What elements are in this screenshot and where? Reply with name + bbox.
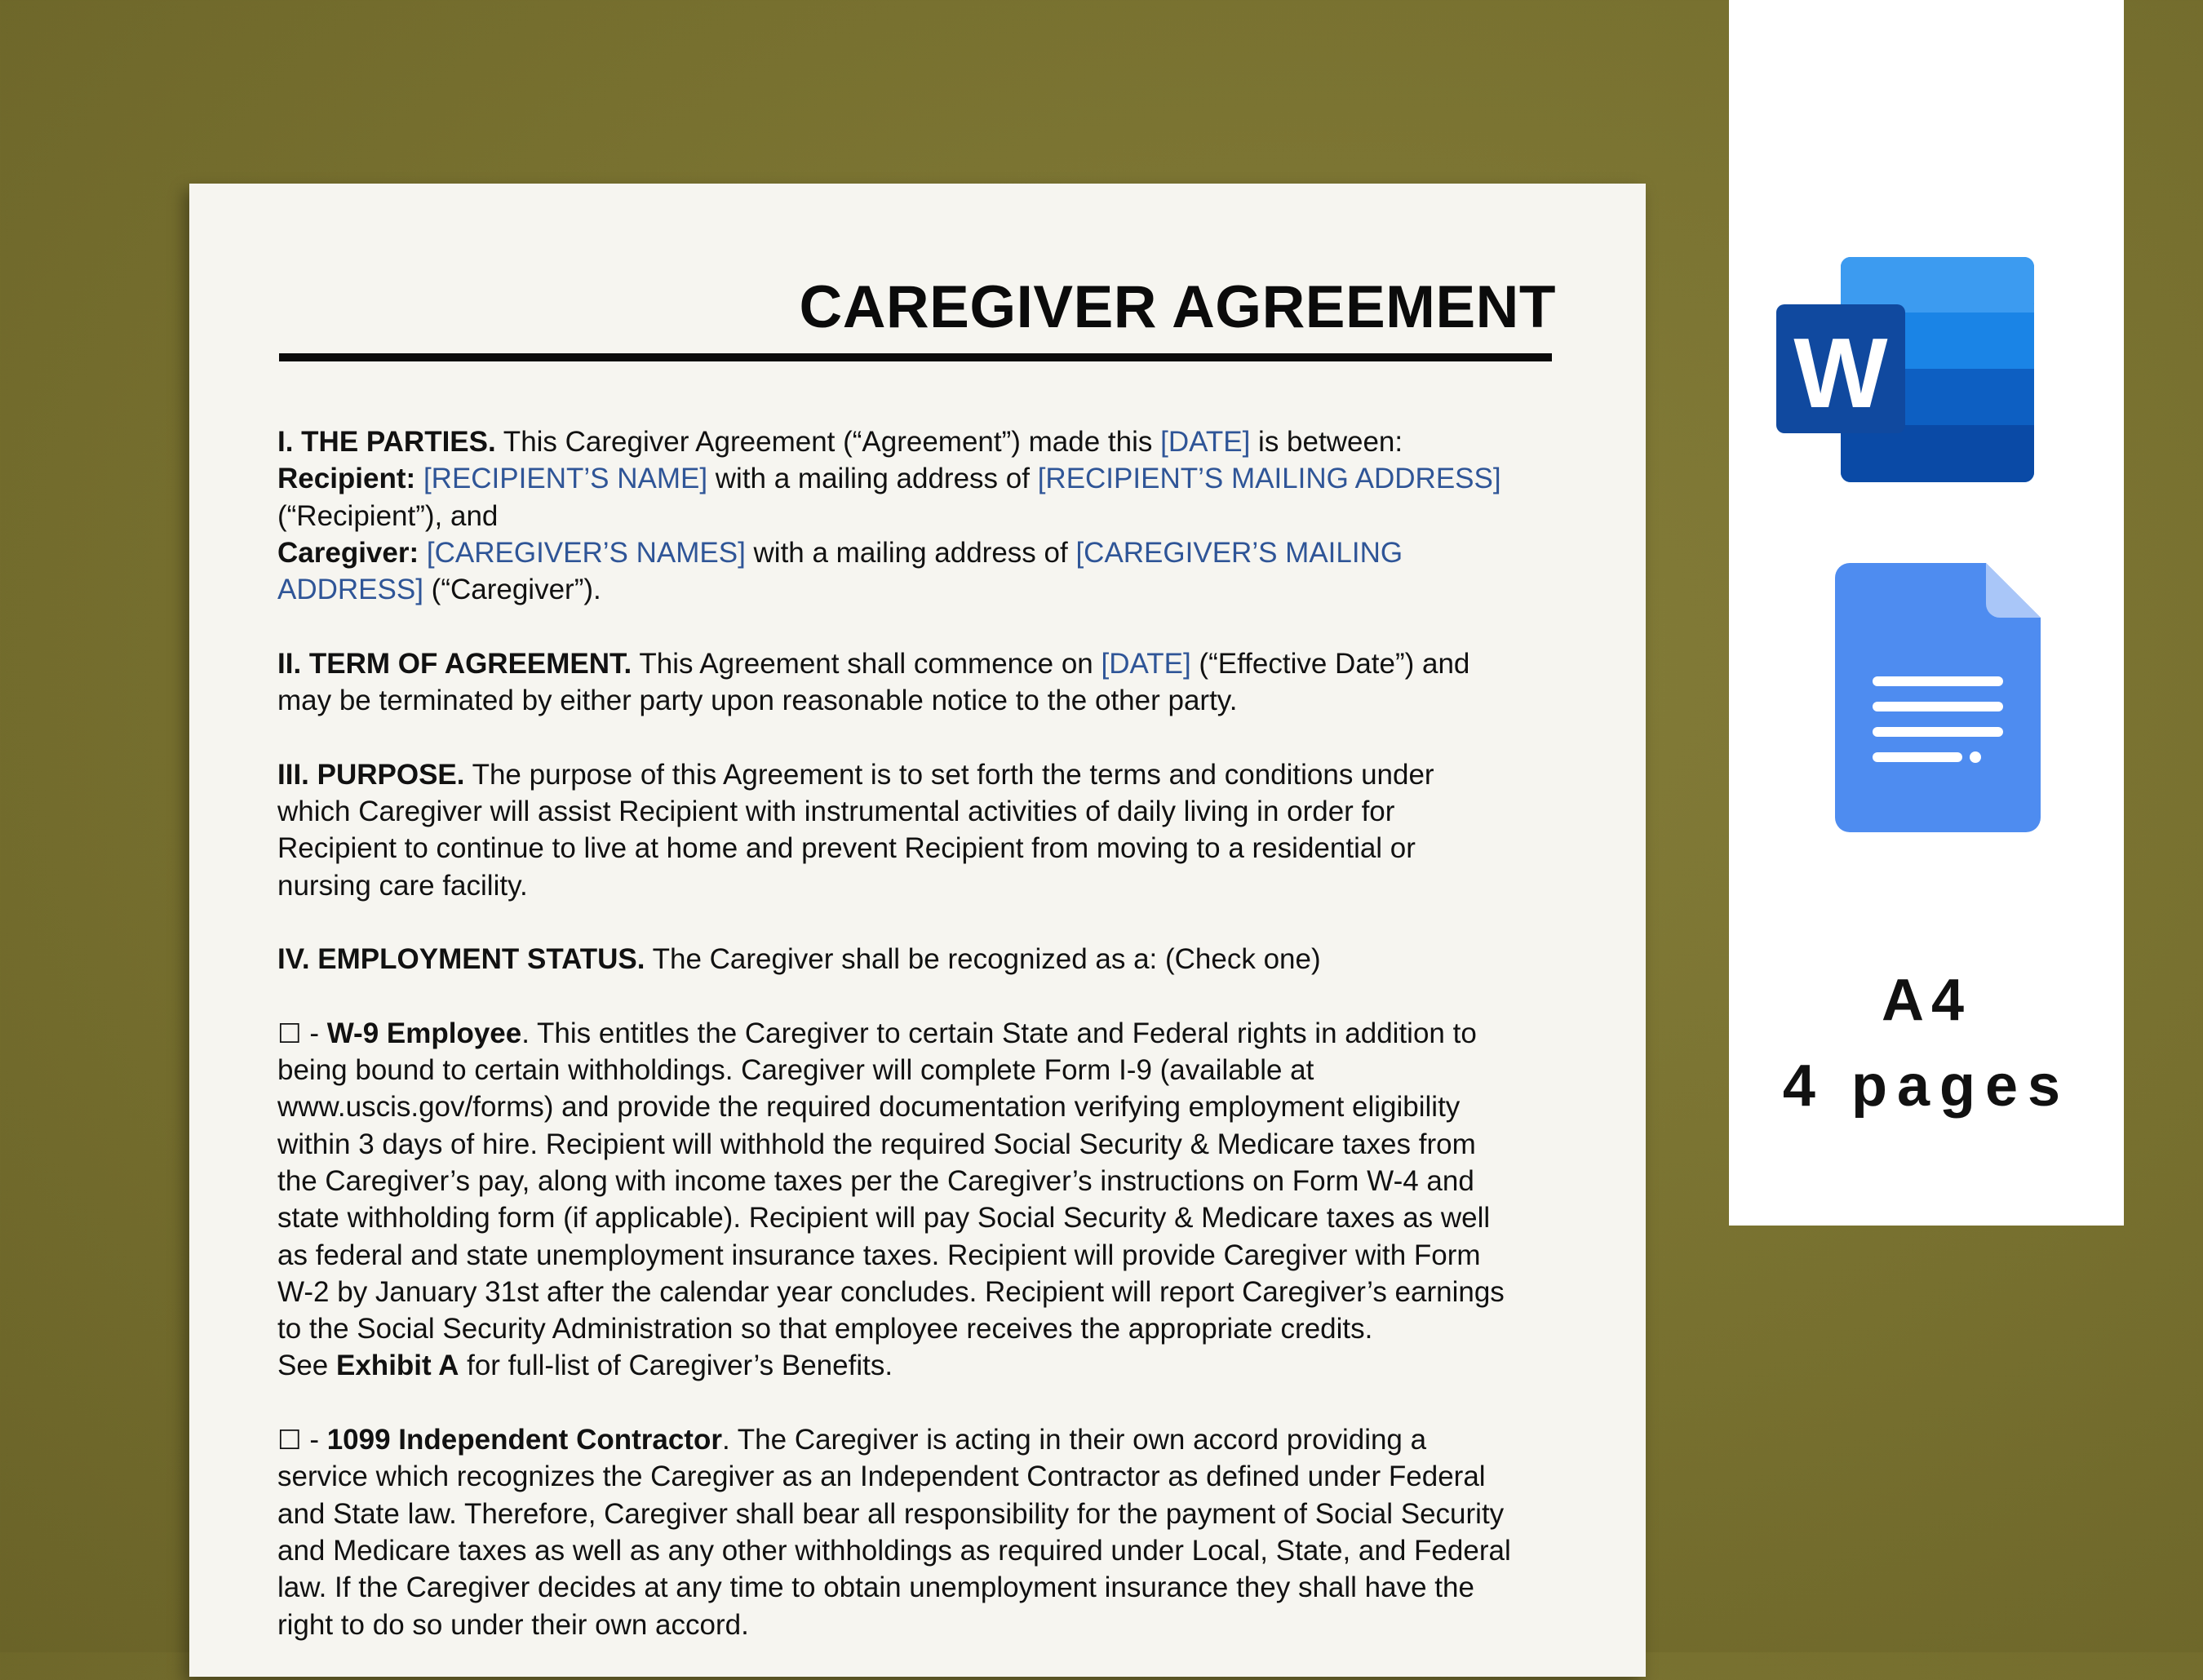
placeholder-caregiver-address: [CAREGIVER’S MAILING <box>1075 536 1403 569</box>
contractor-checkbox[interactable]: ☐ <box>277 1424 302 1456</box>
placeholder-recipient-name: [RECIPIENT’S NAME] <box>423 463 708 495</box>
option-1099-contractor: ☐ - 1099 Independent Contractor. The Caregiver is acting in their own accord providing a service which recognizes the Caregiver as an Independent Contractor as defined under Federal and State law. Therefore, Caregiver shall bear all responsibility for the payment of Social Security and Medicare taxes as well as any other withholdings as required under Local, State, and Federal law. If the Caregiver decides at any time to obtain unemployment insurance they shall have the right to do so under their own accord. <box>277 1424 1511 1641</box>
section-employment-status: IV. EMPLOYMENT STATUS. The Caregiver shall be recognized as a: (Check one) <box>277 943 1321 976</box>
section-parties: I. THE PARTIES. This Caregiver Agreement (“Agreement”) made this [DATE] is between: Recipient: [RECIPIENT’S NAME] with a mailing address of [RECIPIENT’S MAILING ADDRESS] (“Recipient”), and Caregiver: [CAREGIVER’S NAMES] with a mailing address of [CAREGIVER’S MAILING ADDRESS] (“Caregiver”). <box>277 426 1501 606</box>
option-w9-employee: ☐ - W-9 Employee. This entitles the Caregiver to certain State and Federal rights in addition to being bound to certain withholdings. Caregiver will complete Form I-9 (available at www.uscis.gov/forms) and provide the required documentation verifying employment eligibility within 3 days of hire. Recipient will withhold the required Social Security & Medicare taxes from the Caregiver’s pay, along with income taxes per the Caregiver’s instructions on Form W-4 and state withholding form (if applicable). Recipient will pay Social Security & Medicare taxes as well as federal and state unemployment insurance taxes. Recipient will provide Caregiver with Form W-2 by January 31st after the calendar year concludes. Recipient will report Caregiver’s earnings to the Social Security Administration so that employee receives the appropriate credits. See Exhibit A for full-list of Caregiver’s Benefits. <box>277 1017 1505 1382</box>
paper-size-label: A4 <box>1881 968 1972 1033</box>
format-info-panel <box>1729 0 2124 1226</box>
svg-text:W: W <box>1793 317 1888 428</box>
placeholder-date: [DATE] <box>1160 426 1251 458</box>
document-body <box>277 423 1567 1680</box>
section-heading: I. THE PARTIES. <box>277 426 496 458</box>
contractor-label: 1099 Independent Contractor <box>326 1424 722 1456</box>
w9-checkbox[interactable]: ☐ <box>277 1017 302 1049</box>
document-page <box>189 184 1646 1677</box>
section-purpose: III. PURPOSE. The purpose of this Agreement is to set forth the terms and conditions under which Caregiver will assist Recipient with instrumental activities of daily living in order for Recipient to continue to live at home and prevent Recipient from moving to a residential or nursing care facility. <box>277 758 1434 902</box>
google-docs-icon <box>1835 563 2041 832</box>
caregiver-label: Caregiver: <box>277 536 419 569</box>
section-term: II. TERM OF AGREEMENT. This Agreement shall commence on [DATE] (“Effective Date”) and may be terminated by either party upon reasonable notice to the other party. <box>277 647 1470 717</box>
microsoft-word-icon <box>1776 257 2034 482</box>
exhibit-reference: Exhibit A <box>336 1350 459 1382</box>
recipient-label: Recipient: <box>277 463 416 495</box>
section-heading: II. TERM OF AGREEMENT. <box>277 647 632 680</box>
w9-label: W-9 Employee <box>326 1017 522 1049</box>
document-title: CAREGIVER AGREEMENT <box>799 274 1556 340</box>
placeholder-effective-date: [DATE] <box>1101 647 1191 680</box>
section-heading: IV. EMPLOYMENT STATUS. <box>277 943 645 976</box>
placeholder-recipient-address: [RECIPIENT’S MAILING ADDRESS] <box>1037 463 1501 495</box>
placeholder-caregiver-names: [CAREGIVER’S NAMES] <box>426 536 746 569</box>
page-count-label: 4 pages <box>1782 1053 2071 1119</box>
title-divider <box>279 353 1552 361</box>
placeholder-caregiver-address-cont: ADDRESS] <box>277 574 423 606</box>
section-heading: III. PURPOSE. <box>277 758 465 791</box>
